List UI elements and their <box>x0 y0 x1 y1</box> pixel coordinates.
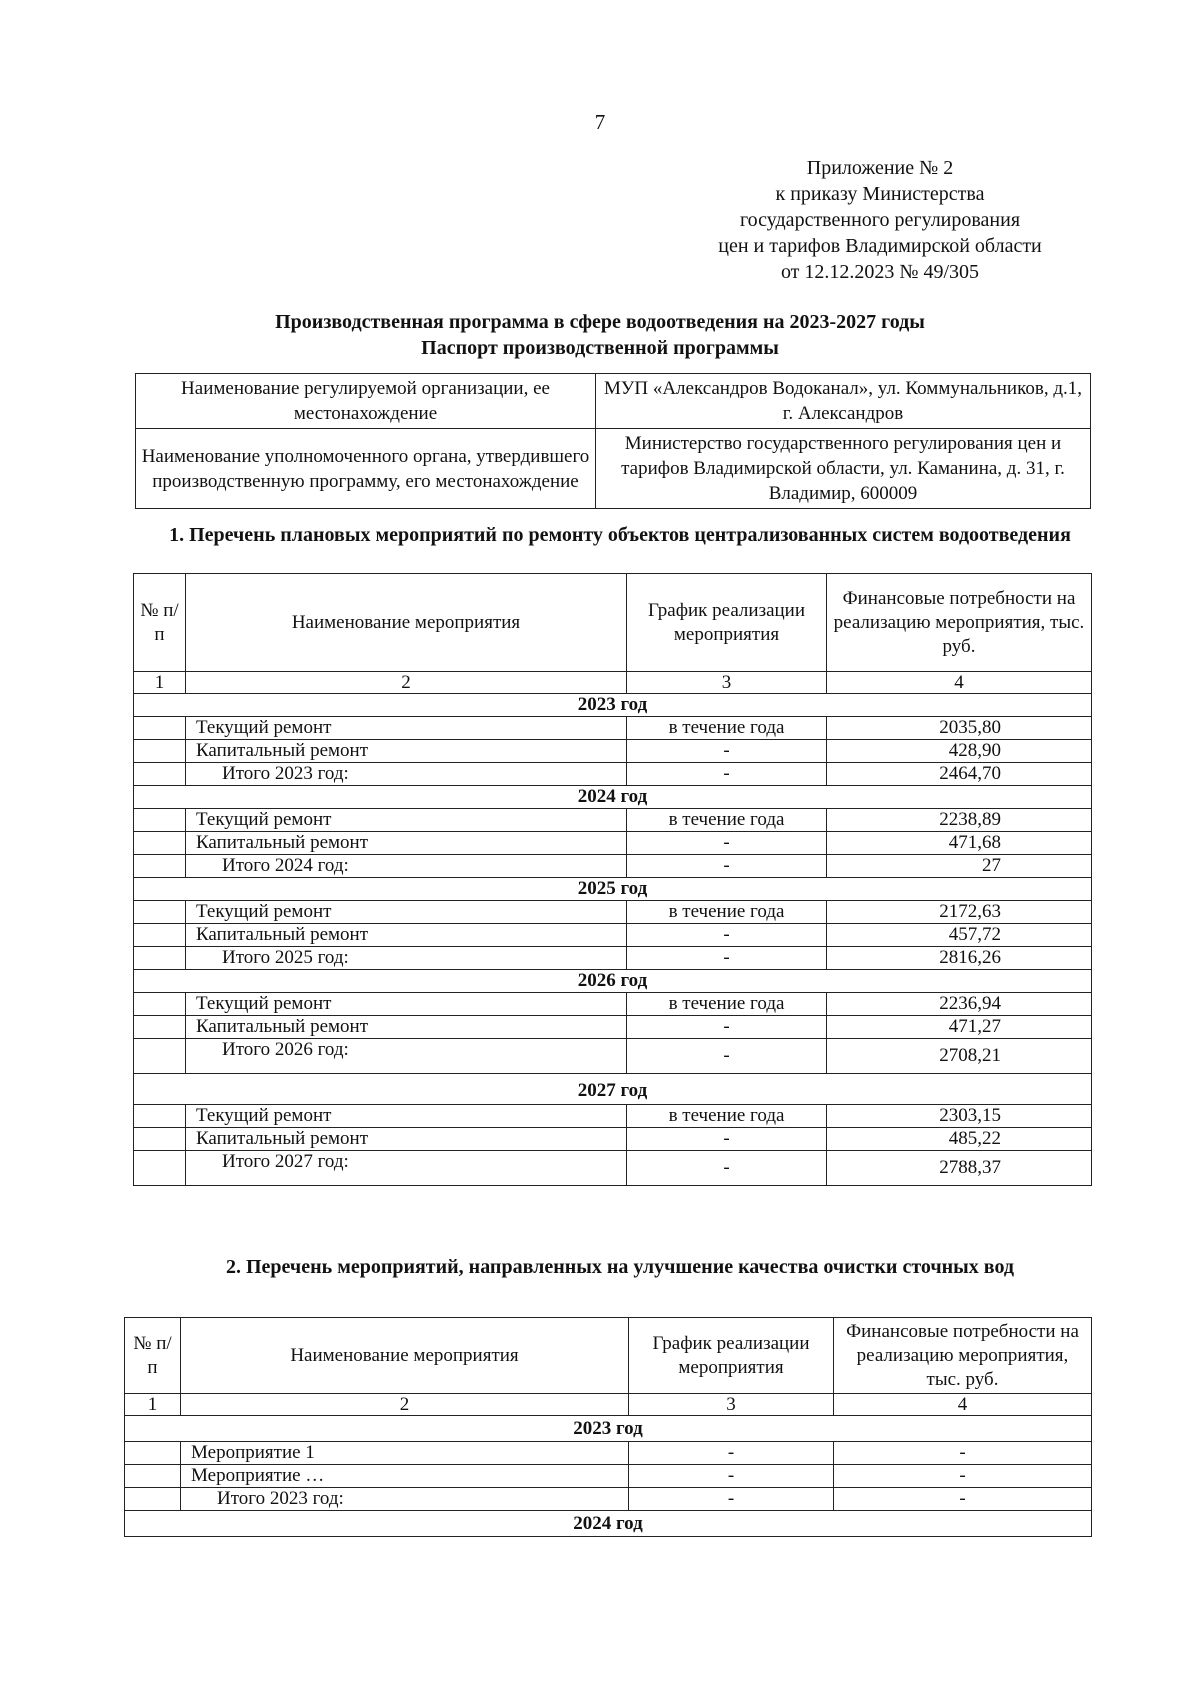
row-amount: 485,22 <box>827 1128 1092 1151</box>
row-number <box>125 1465 181 1488</box>
year-label: 2024 год <box>125 1511 1092 1537</box>
passport-table <box>135 373 1091 509</box>
passport-label: Наименование уполномоченного органа, утвердившего производственную программу, его местонахождение <box>136 429 596 509</box>
table-row <box>134 1128 1092 1151</box>
row-number <box>134 1039 186 1074</box>
row-schedule: - <box>627 1039 827 1074</box>
row-schedule: - <box>627 947 827 970</box>
row-number <box>134 832 186 855</box>
row-schedule: - <box>629 1488 834 1511</box>
header-number: № п/п <box>125 1318 181 1394</box>
appendix-line: от 12.12.2023 № 49/305 <box>780 261 980 283</box>
table-row-total <box>134 763 1092 786</box>
header-number: № п/п <box>134 574 186 672</box>
passport-value: МУП «Александров Водоканал», ул. Коммунальников, д.1, г. Александров <box>596 374 1091 429</box>
row-name: Мероприятие … <box>181 1465 629 1488</box>
year-row <box>134 970 1092 993</box>
table-row-total <box>134 1151 1092 1186</box>
column-number-row <box>134 672 1092 694</box>
year-label: 2025 год <box>134 878 1092 901</box>
table-row <box>134 901 1092 924</box>
title-line-2: Паспорт производственной программы <box>421 337 779 359</box>
table-row <box>134 1105 1092 1128</box>
row-schedule: - <box>627 855 827 878</box>
row-amount: 2464,70 <box>827 763 1092 786</box>
row-number <box>134 993 186 1016</box>
year-row <box>125 1511 1092 1537</box>
passport-label: Наименование регулируемой организации, ее местонахождение <box>136 374 596 429</box>
row-name: Итого 2026 год: <box>186 1039 627 1074</box>
table-row <box>134 1016 1092 1039</box>
row-name: Итого 2023 год: <box>186 763 627 786</box>
header-amount: Финансовые потребности на реализацию мероприятия, тыс. руб. <box>834 1318 1092 1394</box>
row-schedule: - <box>627 1016 827 1039</box>
row-number <box>134 740 186 763</box>
column-number-row <box>125 1394 1092 1416</box>
row-number <box>134 1105 186 1128</box>
row-number <box>134 809 186 832</box>
column-number: 4 <box>827 672 1092 694</box>
row-name: Капитальный ремонт <box>186 1128 627 1151</box>
row-number <box>125 1442 181 1465</box>
row-amount: 2172,63 <box>827 901 1092 924</box>
row-name: Текущий ремонт <box>186 1105 627 1128</box>
repair-plan-table <box>133 573 1092 1186</box>
row-amount: - <box>834 1465 1092 1488</box>
row-number <box>134 1151 186 1186</box>
row-schedule: в течение года <box>627 809 827 832</box>
section-1-title: 1. Перечень плановых мероприятий по ремонту объектов централизованных систем водоотведения <box>169 524 1071 546</box>
row-schedule: - <box>627 832 827 855</box>
passport-row <box>136 429 1091 509</box>
year-row <box>134 786 1092 809</box>
table-row-total <box>125 1488 1092 1511</box>
year-label: 2023 год <box>125 1416 1092 1442</box>
year-label: 2026 год <box>134 970 1092 993</box>
row-name: Капитальный ремонт <box>186 740 627 763</box>
year-label: 2027 год <box>134 1074 1092 1105</box>
appendix-line: цен и тарифов Владимирской области <box>718 235 1042 257</box>
column-number: 3 <box>627 672 827 694</box>
year-row <box>134 878 1092 901</box>
row-amount: 457,72 <box>827 924 1092 947</box>
row-schedule: - <box>629 1442 834 1465</box>
row-name: Капитальный ремонт <box>186 832 627 855</box>
row-schedule: в течение года <box>627 993 827 1016</box>
row-amount: 2236,94 <box>827 993 1092 1016</box>
column-number: 3 <box>629 1394 834 1416</box>
row-amount: 27 <box>827 855 1092 878</box>
year-row <box>134 1074 1092 1105</box>
table-row-total <box>134 1039 1092 1074</box>
row-number <box>134 901 186 924</box>
row-name: Капитальный ремонт <box>186 1016 627 1039</box>
table-row <box>134 993 1092 1016</box>
column-number: 2 <box>181 1394 629 1416</box>
row-name: Итого 2027 год: <box>186 1151 627 1186</box>
row-amount: 2238,89 <box>827 809 1092 832</box>
row-number <box>134 924 186 947</box>
table-header-row <box>134 574 1092 672</box>
row-amount: 2816,26 <box>827 947 1092 970</box>
row-number <box>134 1128 186 1151</box>
row-schedule: в течение года <box>627 717 827 740</box>
row-amount: 471,68 <box>827 832 1092 855</box>
row-amount: 2708,21 <box>827 1039 1092 1074</box>
document-title <box>0 309 1200 361</box>
passport-row <box>136 374 1091 429</box>
appendix-block <box>690 155 1070 285</box>
row-amount: 428,90 <box>827 740 1092 763</box>
row-schedule: - <box>629 1465 834 1488</box>
row-name: Текущий ремонт <box>186 993 627 1016</box>
row-name: Итого 2024 год: <box>186 855 627 878</box>
row-name: Капитальный ремонт <box>186 924 627 947</box>
table-header-row <box>125 1318 1092 1394</box>
row-number <box>125 1488 181 1511</box>
row-schedule: в течение года <box>627 901 827 924</box>
row-name: Итого 2025 год: <box>186 947 627 970</box>
row-amount: 471,27 <box>827 1016 1092 1039</box>
column-number: 1 <box>125 1394 181 1416</box>
year-row <box>134 694 1092 717</box>
row-name: Текущий ремонт <box>186 901 627 924</box>
passport-value: Министерство государственного регулирования цен и тарифов Владимирской области, ул. Каманина, д. 31, г. Владимир, 600009 <box>596 429 1091 509</box>
row-amount: 2303,15 <box>827 1105 1092 1128</box>
header-name: Наименование мероприятия <box>181 1318 629 1394</box>
table-row <box>134 740 1092 763</box>
column-number: 1 <box>134 672 186 694</box>
row-number <box>134 947 186 970</box>
column-number: 4 <box>834 1394 1092 1416</box>
year-row <box>125 1416 1092 1442</box>
row-schedule: - <box>627 924 827 947</box>
page-number: 7 <box>594 110 606 134</box>
row-schedule: - <box>627 1128 827 1151</box>
column-number: 2 <box>186 672 627 694</box>
table-row <box>125 1465 1092 1488</box>
year-label: 2023 год <box>134 694 1092 717</box>
table-row <box>134 924 1092 947</box>
table-row <box>125 1442 1092 1465</box>
row-schedule: - <box>627 763 827 786</box>
table-row-total <box>134 855 1092 878</box>
row-schedule: - <box>627 1151 827 1186</box>
wastewater-quality-table <box>124 1317 1092 1537</box>
row-schedule: в течение года <box>627 1105 827 1128</box>
row-number <box>134 717 186 740</box>
row-name: Текущий ремонт <box>186 809 627 832</box>
row-amount: - <box>834 1442 1092 1465</box>
table-row-total <box>134 947 1092 970</box>
appendix-line: Приложение № 2 <box>806 157 954 179</box>
table-row <box>134 832 1092 855</box>
header-schedule: График реализации мероприятия <box>629 1318 834 1394</box>
row-name: Мероприятие 1 <box>181 1442 629 1465</box>
year-label: 2024 год <box>134 786 1092 809</box>
row-amount: 2035,80 <box>827 717 1092 740</box>
row-amount: - <box>834 1488 1092 1511</box>
row-number <box>134 855 186 878</box>
table-row <box>134 809 1092 832</box>
row-number <box>134 1016 186 1039</box>
row-name: Текущий ремонт <box>186 717 627 740</box>
table-row <box>134 717 1092 740</box>
appendix-line: к приказу Министерства <box>775 183 985 205</box>
title-line-1: Производственная программа в сфере водоотведения на 2023-2027 годы <box>275 311 925 333</box>
row-number <box>134 763 186 786</box>
header-amount: Финансовые потребности на реализацию мероприятия, тыс. руб. <box>827 574 1092 672</box>
header-name: Наименование мероприятия <box>186 574 627 672</box>
row-schedule: - <box>627 740 827 763</box>
row-name: Итого 2023 год: <box>181 1488 629 1511</box>
row-amount: 2788,37 <box>827 1151 1092 1186</box>
appendix-line: государственного регулирования <box>739 209 1021 231</box>
section-2-title: 2. Перечень мероприятий, направленных на улучшение качества очистки сточных вод <box>226 1256 1014 1278</box>
header-schedule: График реализации мероприятия <box>627 574 827 672</box>
